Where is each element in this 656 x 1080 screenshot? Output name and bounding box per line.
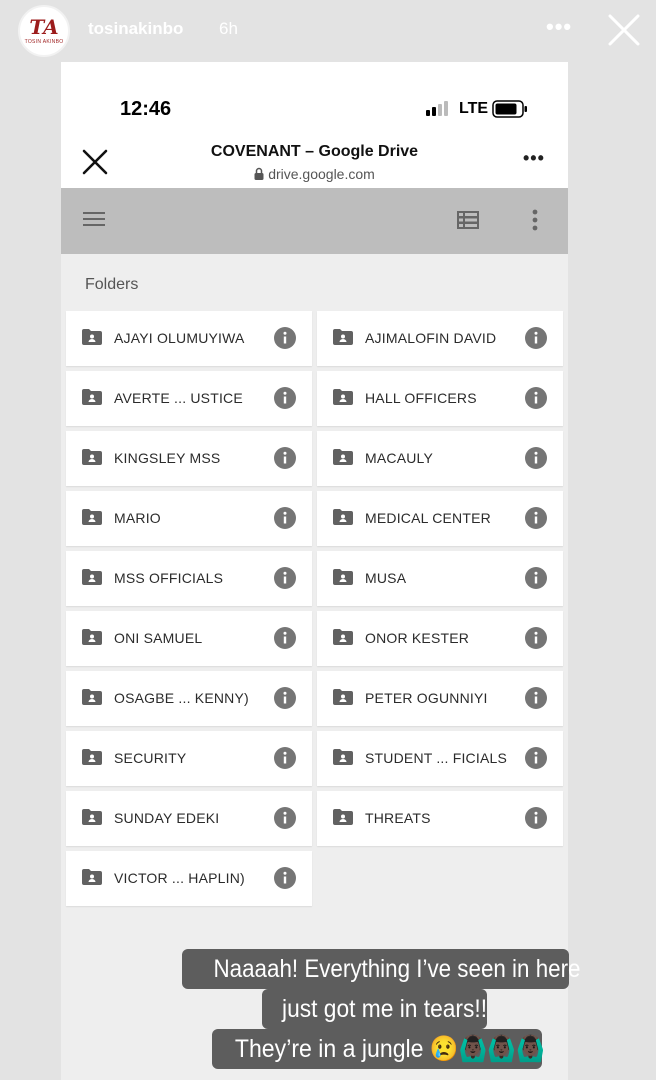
folder-name: MSS OFFICIALS <box>114 570 224 586</box>
folder-name: STUDENT ... FICIALS <box>365 750 508 766</box>
folder-name: THREATS <box>365 810 431 826</box>
shared-folder-icon <box>333 569 353 590</box>
folder-name: SUNDAY EDEKI <box>114 810 220 826</box>
folder-name: AVERTE ... USTICE <box>114 390 243 406</box>
folder-name: VICTOR ... HAPLIN) <box>114 870 245 886</box>
folder-card[interactable] <box>317 551 563 606</box>
info-icon[interactable] <box>274 627 296 654</box>
folder-name: ONI SAMUEL <box>114 630 203 646</box>
folder-name: MEDICAL CENTER <box>365 510 491 526</box>
caption-line-2: just got me in tears!! <box>262 989 487 1029</box>
shared-folder-icon <box>82 869 102 890</box>
battery-icon <box>492 100 528 118</box>
shared-folder-icon <box>82 809 102 830</box>
shared-folder-icon <box>82 329 102 350</box>
shared-folder-icon <box>82 749 102 770</box>
folder-card[interactable] <box>317 611 563 666</box>
caption-line-3: They’re in a jungle 😢🙆🏿‍♂️🙆🏿‍♂️🙆🏿‍♂️ <box>212 1029 542 1069</box>
list-view-icon[interactable] <box>457 211 479 229</box>
folder-card[interactable] <box>66 731 312 786</box>
folder-card[interactable] <box>317 731 563 786</box>
phone-screenshot <box>61 62 568 1080</box>
shared-folder-icon <box>333 509 353 530</box>
caption-line-1: Naaaah! Everything I’ve seen in here <box>182 949 569 989</box>
info-icon[interactable] <box>525 807 547 834</box>
folder-grid <box>66 311 564 906</box>
network-label: LTE <box>459 100 489 117</box>
lock-icon <box>254 167 264 180</box>
story-more-icon[interactable]: ••• <box>546 14 573 39</box>
more-options-icon[interactable] <box>531 209 539 231</box>
folder-name: HALL OFFICERS <box>365 390 477 406</box>
shared-folder-icon <box>82 689 102 710</box>
info-icon[interactable] <box>525 687 547 714</box>
shared-folder-icon <box>82 449 102 470</box>
story-header <box>0 0 656 62</box>
folder-card[interactable] <box>317 371 563 426</box>
folder-card[interactable] <box>317 431 563 486</box>
shared-folder-icon <box>82 569 102 590</box>
info-icon[interactable] <box>274 567 296 594</box>
info-icon[interactable] <box>274 807 296 834</box>
menu-icon[interactable] <box>83 210 105 228</box>
folder-name: KINGSLEY MSS <box>114 450 221 466</box>
shared-folder-icon <box>333 389 353 410</box>
avatar-monogram: TA <box>29 15 59 39</box>
shared-folder-icon <box>82 389 102 410</box>
shared-folder-icon <box>333 329 353 350</box>
info-icon[interactable] <box>525 747 547 774</box>
folder-card[interactable] <box>66 611 312 666</box>
shared-folder-icon <box>82 629 102 650</box>
info-icon[interactable] <box>274 447 296 474</box>
folder-card[interactable] <box>317 671 563 726</box>
status-bar <box>61 62 568 136</box>
shared-folder-icon <box>333 449 353 470</box>
info-icon[interactable] <box>525 447 547 474</box>
folder-name: AJIMALOFIN DAVID <box>365 330 497 346</box>
browser-url-text: drive.google.com <box>268 166 375 182</box>
info-icon[interactable] <box>274 327 296 354</box>
folder-card[interactable] <box>66 851 312 906</box>
story-close-icon[interactable] <box>606 12 642 48</box>
avatar-caption: TOSIN AKINBO <box>24 39 64 45</box>
browser-more-icon[interactable]: ••• <box>523 148 545 168</box>
folder-card[interactable] <box>66 791 312 846</box>
shared-folder-icon <box>333 809 353 830</box>
folder-name: MARIO <box>114 510 161 526</box>
shared-folder-icon <box>333 629 353 650</box>
folder-card[interactable] <box>66 671 312 726</box>
signal-icon <box>425 100 451 116</box>
browser-url[interactable] <box>61 166 568 182</box>
shared-folder-icon <box>333 749 353 770</box>
info-icon[interactable] <box>525 387 547 414</box>
info-icon[interactable] <box>274 687 296 714</box>
browser-page-title: COVENANT – Google Drive <box>210 143 419 160</box>
avatar[interactable] <box>18 5 70 57</box>
browser-bar <box>61 136 568 188</box>
story-timestamp: 6h <box>219 19 238 38</box>
folder-name: OSAGBE ... KENNY) <box>114 690 249 706</box>
folder-name: SECURITY <box>114 750 187 766</box>
folder-name: MUSA <box>365 570 407 586</box>
info-icon[interactable] <box>274 507 296 534</box>
shared-folder-icon <box>82 509 102 530</box>
info-icon[interactable] <box>525 507 547 534</box>
folder-name: AJAYI OLUMUYIWA <box>114 330 245 346</box>
folder-card[interactable] <box>66 551 312 606</box>
info-icon[interactable] <box>274 387 296 414</box>
info-icon[interactable] <box>525 327 547 354</box>
folder-card[interactable] <box>317 791 563 846</box>
status-time: 12:46 <box>120 98 172 120</box>
folder-card[interactable] <box>66 431 312 486</box>
drive-toolbar <box>61 188 568 254</box>
story-username[interactable]: tosinakinbo <box>88 19 184 38</box>
folder-card[interactable] <box>317 311 563 366</box>
folder-card[interactable] <box>66 311 312 366</box>
folder-card[interactable] <box>317 491 563 546</box>
folder-name: MACAULY <box>365 450 434 466</box>
info-icon[interactable] <box>274 747 296 774</box>
folder-card[interactable] <box>66 371 312 426</box>
folder-name: ONOR KESTER <box>365 630 470 646</box>
section-heading-folders: Folders <box>85 276 139 293</box>
shared-folder-icon <box>333 689 353 710</box>
info-icon[interactable] <box>274 867 296 894</box>
info-icon[interactable] <box>525 567 547 594</box>
folder-card[interactable] <box>66 491 312 546</box>
info-icon[interactable] <box>525 627 547 654</box>
folder-name: PETER OGUNNIYI <box>365 690 488 706</box>
